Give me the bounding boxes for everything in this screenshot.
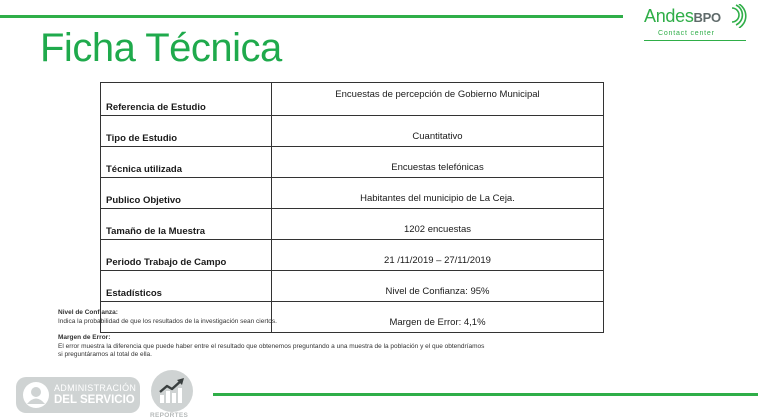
- bottom-divider: [213, 393, 758, 396]
- logo-name: Andes: [644, 6, 694, 26]
- row-value: Margen de Error: 4,1%: [272, 302, 604, 333]
- confidence-note-title: Nivel de Confianza:: [58, 309, 118, 316]
- row-label: Técnica utilizada: [101, 147, 272, 178]
- andesbpo-logo: [640, 2, 750, 42]
- error-note-text-cont: si preguntáramos al total de ella.: [58, 351, 152, 358]
- error-note-text: El error muestra la diferencia que puede haber entre el resultado que obtenemos preguntando a una muestra de la población y el que obtendríamos: [58, 342, 485, 350]
- table-row: [101, 209, 604, 240]
- row-value: Encuestas telefónicas: [272, 147, 604, 178]
- logo-suffix: BPO: [693, 10, 721, 25]
- row-value: Encuestas de percepción de Gobierno Municipal: [272, 83, 604, 116]
- user-icon: [22, 381, 50, 409]
- footnotes: [58, 309, 578, 368]
- row-value: 1202 encuestas: [272, 209, 604, 240]
- logo-wordmark: [644, 6, 721, 27]
- service-admin-label-bottom: DEL SERVICIO: [54, 394, 135, 406]
- table-row: [101, 147, 604, 178]
- row-value: 21 /11/2019 – 27/11/2019: [272, 240, 604, 271]
- row-value: Nivel de Confianza: 95%: [272, 271, 604, 302]
- service-admin-label-top: ADMINISTRACIÓN: [54, 383, 137, 393]
- page-title: Ficha Técnica: [40, 26, 282, 70]
- error-note: [58, 334, 578, 360]
- row-value: Habitantes del municipio de La Ceja.: [272, 178, 604, 209]
- error-note-title: Margen de Error:: [58, 334, 111, 341]
- technical-sheet-table: [100, 82, 604, 333]
- logo-tagline: Contact center: [658, 30, 715, 37]
- table-row: [101, 271, 604, 302]
- chart-icon: [158, 378, 186, 404]
- logo-underline: [644, 40, 746, 41]
- table-row: [101, 116, 604, 147]
- reports-label: REPORTES: [150, 412, 189, 419]
- table-row: [101, 83, 604, 116]
- signal-waves-icon: [728, 4, 748, 28]
- service-admin-button[interactable]: [16, 377, 140, 413]
- reports-button[interactable]: [149, 370, 197, 420]
- table-row: [101, 178, 604, 209]
- row-label: Periodo Trabajo de Campo: [101, 240, 272, 271]
- confidence-note-text: Indica la probabilidad de que los resultados de la investigación sean ciertos.: [58, 317, 277, 325]
- row-label: Tipo de Estudio: [101, 116, 272, 147]
- row-label: Tamaño de la Muestra: [101, 209, 272, 240]
- row-label: Estadísticos: [101, 271, 272, 302]
- row-label: Publico Objetivo: [101, 178, 272, 209]
- confidence-note: [58, 309, 578, 326]
- table-row: [101, 240, 604, 271]
- row-value: Cuantitativo: [272, 116, 604, 147]
- top-divider: [0, 15, 623, 18]
- row-label: Referencia de Estudio: [101, 83, 272, 116]
